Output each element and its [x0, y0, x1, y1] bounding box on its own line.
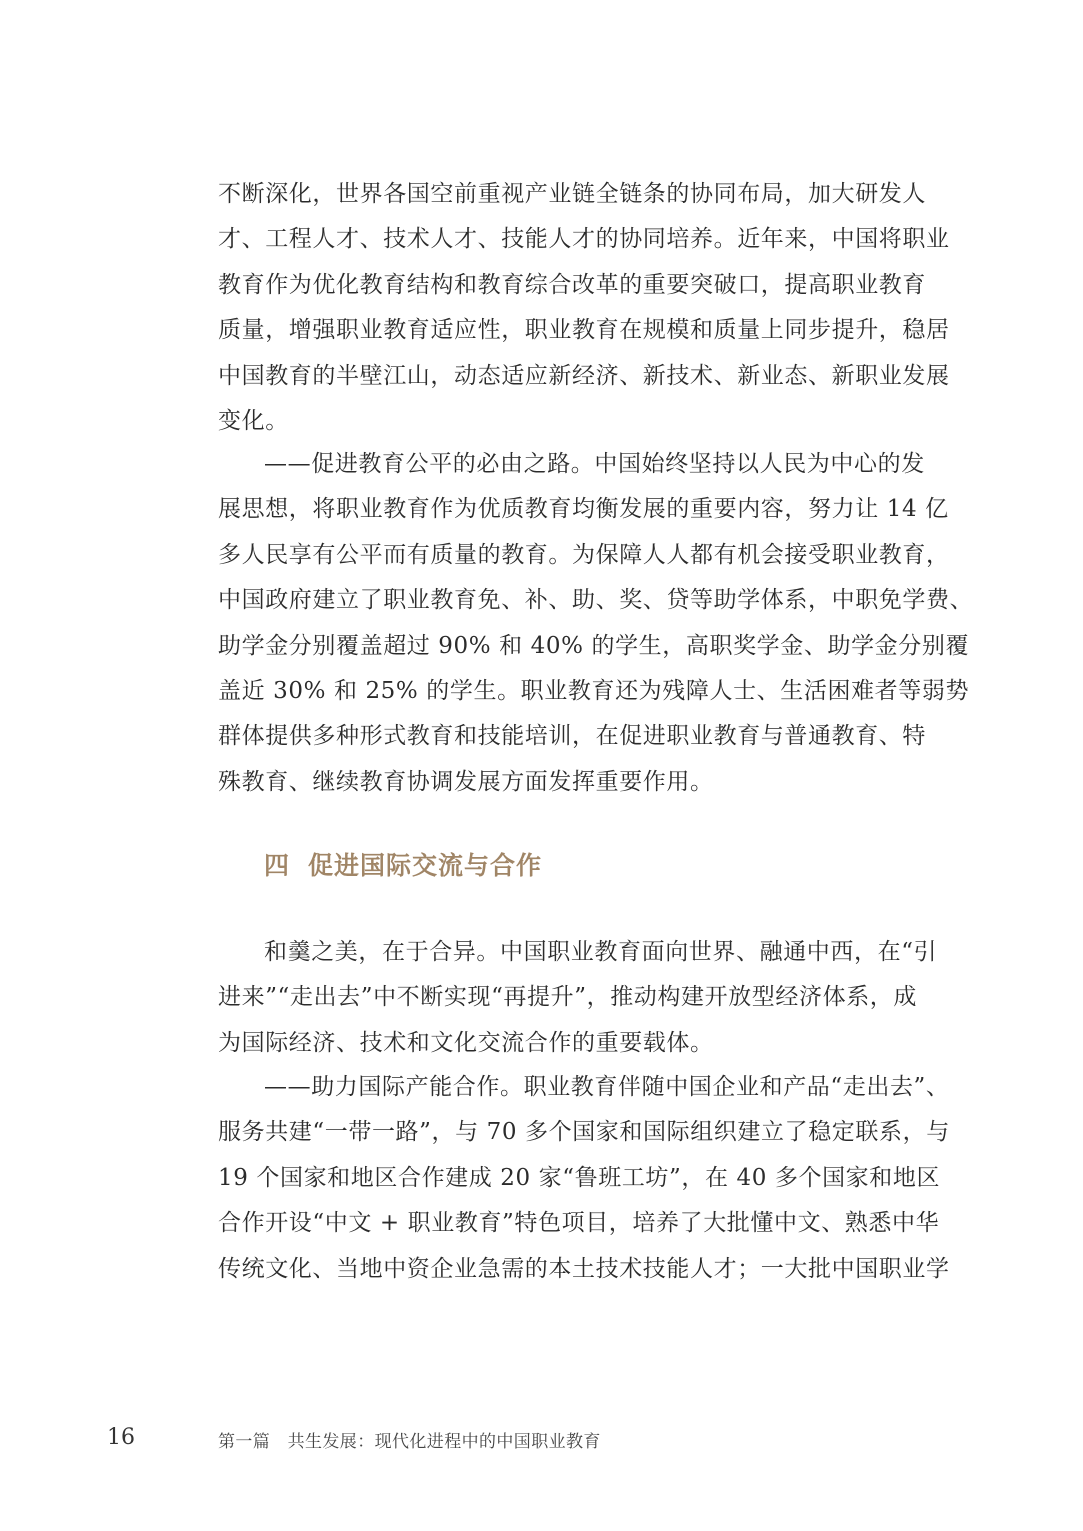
text-line: 变化。: [218, 407, 289, 434]
text-line: 不断深化，世界各国空前重视产业链全链条的协同布局，加大研发人: [218, 181, 926, 207]
text-line: 教育作为优化教育结构和教育综合改革的重要突破口，提高职业教育: [218, 271, 926, 298]
text-line: 质量，增强职业教育适应性，职业教育在规模和质量上同步提升，稳居: [218, 317, 950, 344]
text-line: 为国际经济、技术和文化交流合作的重要载体。: [218, 1029, 714, 1056]
paragraph-4: [218, 1065, 950, 1292]
text-line: 中国教育的半壁江山，动态适应新经济、新技术、新业态、新职业发展: [218, 362, 950, 389]
text-line: 多人民享有公平而有质量的教育。为保障人人都有机会接受职业教育，: [218, 541, 950, 568]
text-line: 群体提供多种形式教育和技能培训，在促进职业教育与普通教育、特: [218, 723, 926, 750]
text-line: 盖近 30% 和 25% 的学生。职业教育还为残障人士、生活困难者等弱势: [218, 677, 970, 704]
text-line: 殊教育、继续教育协调发展方面发挥重要作用。: [218, 768, 714, 795]
text-line: ——助力国际产能合作。职业教育伴随中国企业和产品“走出去”、: [264, 1074, 950, 1100]
page-footer: [0, 1425, 1083, 1455]
text-line: 助学金分别覆盖超过 90% 和 40% 的学生，高职奖学金、助学金分别覆: [218, 632, 970, 659]
section-title: 促进国际交流与合作: [308, 851, 543, 880]
section-heading: [264, 846, 542, 882]
text-line: 19 个国家和地区合作建成 20 家“鲁班工坊”，在 40 多个国家和地区: [218, 1164, 941, 1191]
page-number: 16: [107, 1425, 135, 1450]
text-line: 传统文化、当地中资企业急需的本土技术技能人才；一大批中国职业学: [218, 1255, 950, 1282]
text-line: 展思想，将职业教育作为优质教育均衡发展的重要内容，努力让 14 亿: [218, 496, 949, 523]
text-line: 中国政府建立了职业教育免、补、助、奖、贷等助学体系，中职免学费、: [218, 587, 974, 614]
text-line: 和羹之美，在于合异。中国职业教育面向世界、融通中西，在“引: [264, 939, 938, 965]
paragraph-1: [218, 172, 950, 444]
paragraph-3: [218, 930, 940, 1066]
text-line: ——促进教育公平的必由之路。中国始终坚持以人民为中心的发: [264, 451, 925, 477]
running-title: 第一篇 共生发展：现代化进程中的中国职业教育: [218, 1432, 601, 1452]
text-line: 才、工程人才、技术人才、技能人才的协同培养。近年来，中国将职业: [218, 226, 950, 253]
section-number: 四: [264, 851, 291, 880]
text-line: 服务共建“一带一路”，与 70 多个国家和国际组织建立了稳定联系，与: [218, 1119, 950, 1146]
text-line: 进来”“走出去”中不断实现“再提升”，推动构建开放型经济体系，成: [218, 984, 917, 1011]
text-line: 合作开设“中文 + 职业教育”特色项目，培养了大批懂中文、熟悉中华: [218, 1210, 940, 1237]
paragraph-2: [218, 442, 974, 805]
